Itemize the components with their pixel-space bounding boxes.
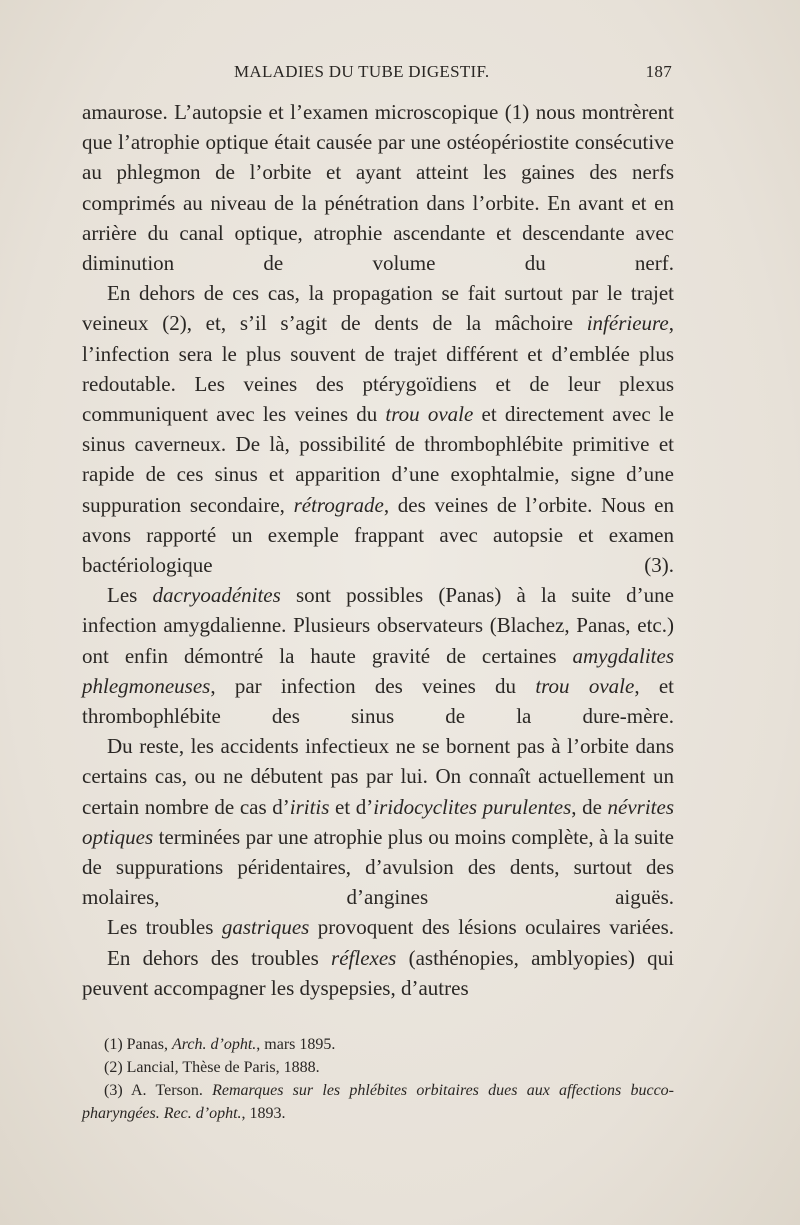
- italic-text: iridocyclites purulentes: [373, 794, 572, 819]
- text-run: sont possibles (Panas) à la suite d’une infection amygdalienne. Plusieurs observateurs (Blachez, Panas, etc.) ont enfin démontré la haute gravité de certaines: [82, 583, 674, 668]
- text-run: et d’: [329, 794, 374, 819]
- paragraph-3: [82, 580, 674, 731]
- text-run: , 1893.: [241, 1105, 286, 1122]
- text-run: , par infection des veines du: [210, 673, 536, 698]
- text-run: (1) Panas,: [104, 1036, 172, 1053]
- text-run: , l’infection sera le plus souvent de trajet différent et d’emblée plus redoutable. Les veines des ptérygoïdiens et de leur plexus communiquent avec les veines du: [82, 311, 674, 427]
- text-run: terminées par une atrophie plus ou moins complète, à la suite de suppurations péridentaires, d’avulsion des dents, surtout des molaires, d’angines aiguës.: [82, 824, 674, 910]
- text-run: , de: [571, 794, 608, 819]
- text-run: En dehors de ces cas, la propagation se fait surtout par le trajet veineux (2), et, s’il s’agit de dents de la mâchoire: [82, 281, 674, 336]
- text-run: En dehors des troubles: [107, 945, 332, 970]
- italic-text: gastriques: [221, 915, 310, 940]
- text-run: (asthénopies, amblyopies) qui peuvent accompagner les dyspepsies, d’autres: [82, 945, 674, 1000]
- page-number: 187: [645, 62, 672, 81]
- text-run: , et thrombophlébite des sinus de la dure-mère.: [82, 673, 674, 729]
- italic-text: inférieure: [586, 311, 669, 336]
- text-run: et directement avec le sinus caverneux. De là, possibilité de thrombophlébite primitive et rapide de ces sinus et apparition d’une exophtalmie, signe d’une suppuration secondaire,: [82, 402, 674, 517]
- text-run: Du reste, les accidents infectieux ne se bornent pas à l’orbite dans certains cas, ou ne débutent pas par lui. On connaît actuellement un certain nombre de cas d’: [82, 734, 674, 819]
- italic-text: névrites optiques: [82, 794, 674, 849]
- text-run: , des veines de l’orbite. Nous en avons rapporté un exemple frappant avec autopsie et examen bactériologique (3).: [82, 492, 674, 578]
- italic-text: trou ovale: [385, 402, 474, 427]
- italic-text: dacryoadénites: [152, 583, 281, 608]
- footnote-2: [82, 1056, 674, 1079]
- text-run: provoquent des lésions oculaires variées.: [309, 915, 674, 940]
- paragraph-5: [82, 912, 674, 942]
- footnote-1: [82, 1033, 674, 1056]
- italic-text: iritis: [289, 794, 330, 819]
- text-run: , mars 1895.: [256, 1036, 336, 1053]
- text-run: (2) Lancial, Thèse de Paris, 1888.: [104, 1059, 320, 1076]
- italic-text: Remarques sur les phlébites orbitaires dues aux affections bucco-pharyngées. Rec. d’opht.: [82, 1082, 675, 1122]
- paragraph-2: [82, 278, 674, 580]
- paragraph-1: amaurose. L’autopsie et l’examen microscopique (1) nous montrèrent que l’atrophie optique était causée par une ostéopériostite consécutive au phlegmon de l’orbite et ayant atteint les gaines des nerfs comprimés au niveau de la pénétration dans l’orbite. En avant et en arrière du canal optique, atrophie ascendante et descendante avec diminution de volume du nerf.: [82, 100, 674, 276]
- text-run: Les: [107, 583, 153, 608]
- footnote-3: [82, 1079, 674, 1125]
- paragraph-6: [82, 943, 674, 1003]
- italic-text: réflexes: [331, 945, 397, 970]
- chapter-title: MALADIES DU TUBE DIGESTIF.: [234, 62, 490, 81]
- footnotes: [82, 1033, 674, 1125]
- running-head: [82, 62, 672, 88]
- paragraph-4: [82, 731, 674, 912]
- italic-text: amygdalites phlegmoneuses: [82, 643, 674, 698]
- text-run: (3) A. Terson.: [104, 1082, 213, 1099]
- text-run: Les troubles: [107, 915, 222, 940]
- italic-text: trou ovale: [535, 673, 635, 698]
- italic-text: rétrograde: [293, 492, 384, 517]
- body-text: [82, 97, 674, 1003]
- italic-text: Arch. d’opht.: [171, 1036, 257, 1053]
